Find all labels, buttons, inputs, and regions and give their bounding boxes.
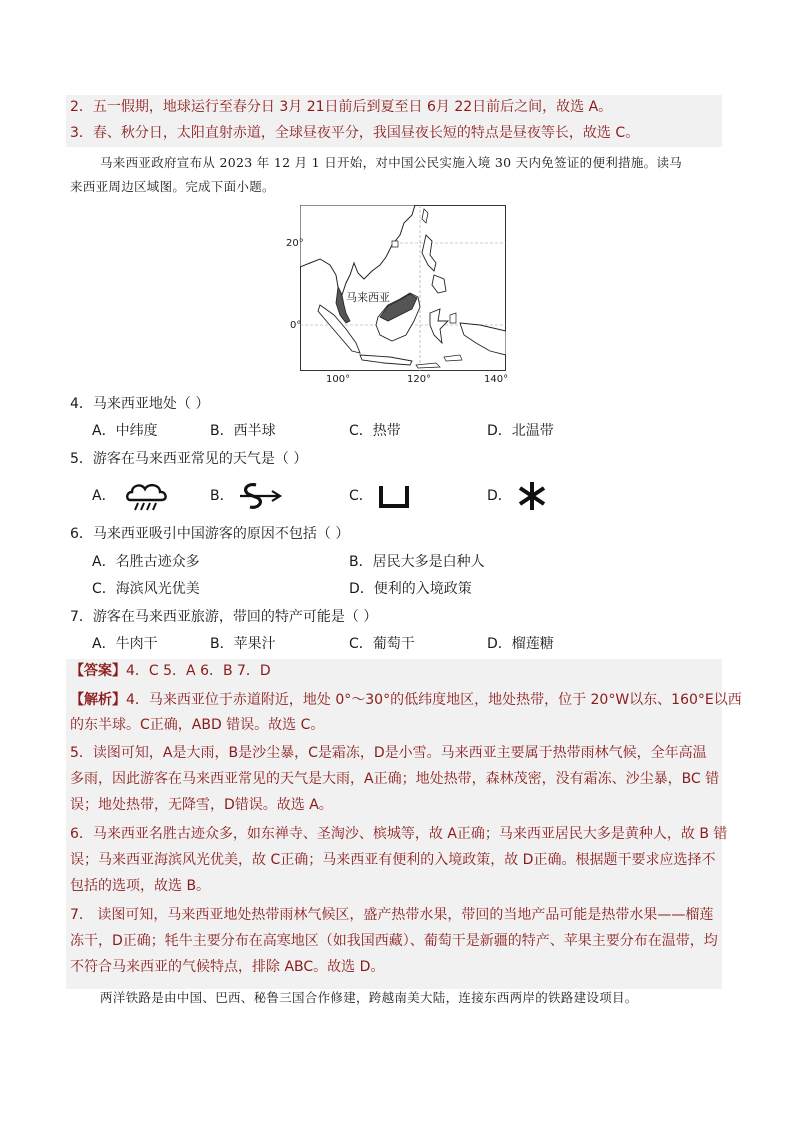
lon-120-label: 120° xyxy=(407,374,432,385)
analysis-6-line-2: 误；马来西亚海滨风光优美，故 C正确；马来西亚有便利的入境政策，故 D正确。根据题干要求应选择不 xyxy=(70,852,716,868)
analysis-6-line-3: 包括的选项，故选 B。 xyxy=(70,878,211,894)
intro-line-2: 来西亚周边区域图。完成下面小题。 xyxy=(70,179,275,194)
answer-q3: 3．春、秋分日，太阳直射赤道，全球昼夜平分，我国昼夜长短的特点是昼夜等长，故选 C。 xyxy=(70,125,640,141)
q6-option-d[interactable]: D．便利的入境政策 xyxy=(349,581,472,597)
question-6-stem: 6．马来西亚吸引中国游客的原因不包括（ ） xyxy=(70,526,350,542)
question-7-stem: 7．游客在马来西亚旅游，带回的特产可能是（ ） xyxy=(70,609,378,625)
q5-option-b[interactable]: B． xyxy=(210,488,234,504)
sandstorm-icon xyxy=(236,480,284,512)
malaysia-region-map xyxy=(300,205,506,371)
analysis-5-line-3: 误；地处热带，无降雪，D错误。故选 A。 xyxy=(70,797,333,813)
analysis-7-line-1: 7． 读图可知，马来西亚地处热带雨林气候区，盛产热带水果，带回的当地产品可能是热带水果——榴莲 xyxy=(70,907,714,923)
q4-option-c[interactable]: C．热带 xyxy=(349,423,401,439)
analysis-5-line-1: 5．读图可知，A是大雨，B是沙尘暴，C是霜冻，D是小雪。马来西亚主要属于热带雨林气候，全年高温 xyxy=(70,745,707,761)
analysis-7-line-2: 冻干，D正确；牦牛主要分布在高寒地区（如我国西藏）、葡萄干是新疆的特产、苹果主要分布在温带，均 xyxy=(70,933,718,949)
analysis-label: 【解析】 xyxy=(70,692,126,708)
lon-100-label: 100° xyxy=(326,374,351,385)
analysis-7-line-3: 不符合马来西亚的气候特点，排除 ABC。故选 D。 xyxy=(70,959,385,975)
lat-0-label: 0° xyxy=(290,320,302,331)
snow-icon xyxy=(515,480,549,512)
analysis-4-text-1: 4．马来西亚位于赤道附近，地处 0°～30°的低纬度地区，地处热带，位于 20°W以东、160°E以西 xyxy=(126,692,742,708)
map-drawing xyxy=(300,205,506,371)
q4-option-d[interactable]: D．北温带 xyxy=(487,423,554,439)
question-5-stem: 5．游客在马来西亚常见的天气是（ ） xyxy=(70,451,308,467)
rain-cloud-icon xyxy=(124,480,170,512)
q4-option-a[interactable]: A．中纬度 xyxy=(92,423,158,439)
question-4-stem: 4．马来西亚地处（ ） xyxy=(70,396,210,412)
q5-option-a[interactable]: A． xyxy=(92,488,116,504)
lat-20-label: 20° xyxy=(286,238,304,249)
q6-option-c[interactable]: C．海滨风光优美 xyxy=(92,581,200,597)
q6-option-a[interactable]: A．名胜古迹众多 xyxy=(92,554,200,570)
answer-line xyxy=(70,660,271,682)
q6-option-b[interactable]: B．居民大多是白种人 xyxy=(349,554,485,570)
q7-option-c[interactable]: C．葡萄干 xyxy=(349,636,415,652)
q5-option-c[interactable]: C． xyxy=(349,488,373,504)
lon-140-label: 140° xyxy=(484,374,509,385)
q5-option-d[interactable]: D． xyxy=(487,488,512,504)
next-intro: 两洋铁路是由中国、巴西、秘鲁三国合作修建，跨越南美大陆，连接东西两岸的铁路建设项目。 xyxy=(100,990,638,1005)
answer-label: 【答案】 xyxy=(70,663,126,679)
q7-option-b[interactable]: B．苹果汁 xyxy=(210,636,276,652)
analysis-4-line-1 xyxy=(70,689,742,711)
analysis-4-line-2: 的东半球。C正确，ABD 错误。故选 C。 xyxy=(70,717,325,733)
q7-option-d[interactable]: D．榴莲糖 xyxy=(487,636,554,652)
q7-option-a[interactable]: A．牛肉干 xyxy=(92,636,158,652)
analysis-5-line-2: 多雨，因此游客在马来西亚常见的天气是大雨，A正确；地处热带，森林茂密，没有霜冻、沙尘暴，BC 错 xyxy=(70,771,720,787)
map-country-label: 马来西亚 xyxy=(346,291,390,304)
answer-text: 4．C 5．A 6．B 7．D xyxy=(126,663,271,679)
frost-icon xyxy=(376,484,412,510)
analysis-6-line-1: 6．马来西亚名胜古迹众多，如东禅寺、圣淘沙、槟城等，故 A正确；马来西亚居民大多是黄种人，故 B 错 xyxy=(70,826,728,842)
answer-q2: 2．五一假期，地球运行至春分日 3月 21日前后到夏至日 6月 22日前后之间，故选 A。 xyxy=(70,99,613,115)
intro-line-1: 马来西亚政府宣布从 2023 年 12 月 1 日开始，对中国公民实施入境 30 天内免签证的便利措施。读马 xyxy=(100,155,683,170)
q4-option-b[interactable]: B．西半球 xyxy=(210,423,276,439)
